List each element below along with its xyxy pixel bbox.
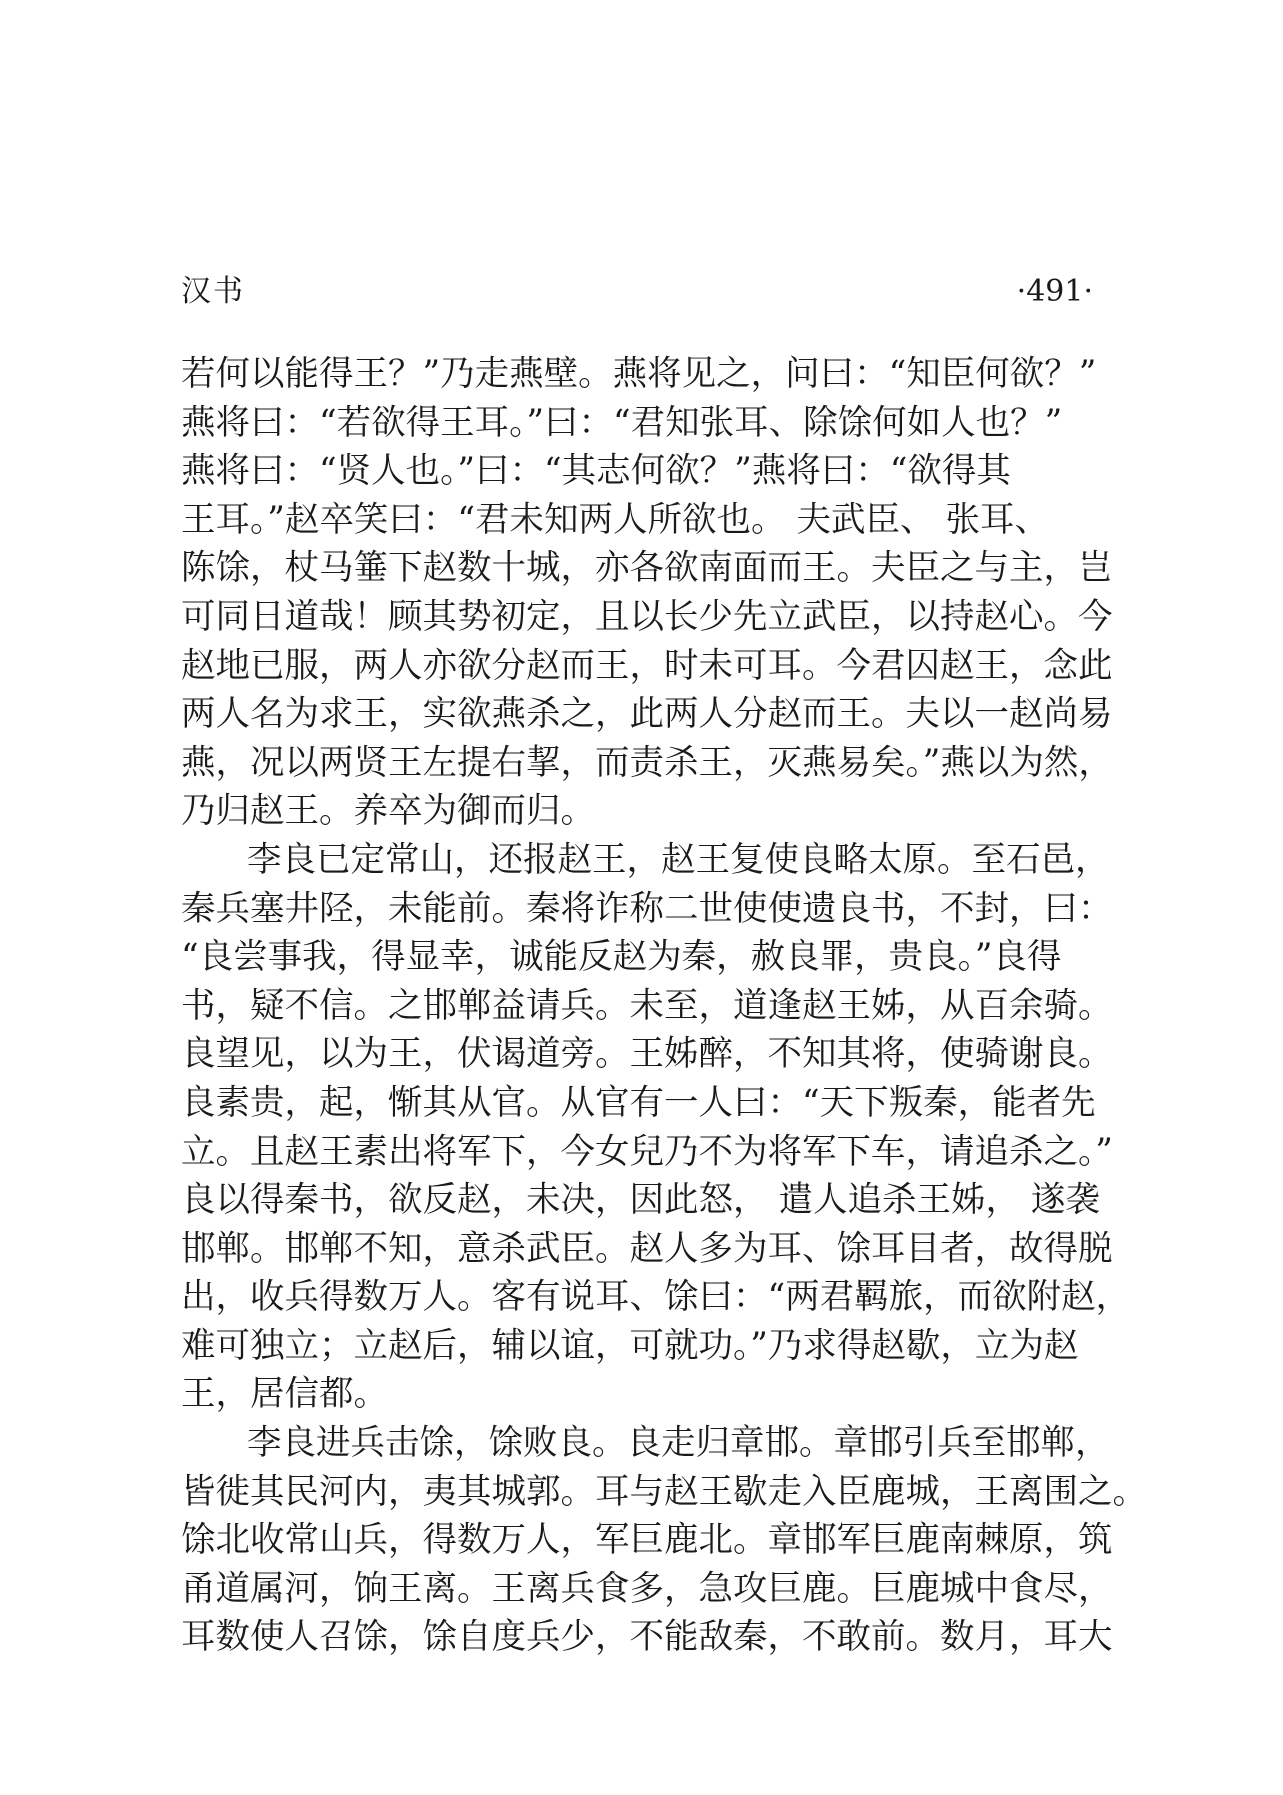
text-line: 燕将曰：“贤人也。”曰：“其志何欲？”燕将曰：“欲得其 [181,451,1011,492]
text-line: 甬道属河，饷王离。王离兵食多，急攻巨鹿。巨鹿城中食尽， [181,1568,1113,1609]
text-line: 陈馀，杖马箠下赵数十城，亦各欲南面而王。夫臣之与主，岂 [181,548,1113,589]
paragraph-start-line: 李良进兵击馀，馀败良。良走归章邯。章邯引兵至邯郸， [247,1423,1110,1464]
text-line: “良尝事我，得显幸，诚能反赵为秦，赦良罪，贵良。”良得 [181,937,1062,978]
text-line: 馀北收常山兵，得数万人，军巨鹿北。章邯军巨鹿南棘原，筑 [181,1520,1113,1561]
text-line: 王耳。”赵卒笑曰：“君未知两人所欲也。 夫武臣、 张耳、 [181,499,1049,540]
text-line: 良以得秦书，欲反赵，未决，因此怒， 遣人追杀王姊， 遂袭 [181,1180,1100,1221]
text-line: 立。且赵王素出将军下，今女兒乃不为将军下车，请追杀之。” [181,1131,1113,1172]
paragraph-start-line: 李良已定常山，还报赵王，赵王复使良略太原。至石邑， [247,839,1110,880]
book-title: 汉书 [181,274,245,309]
body-text [181,350,1147,1662]
text-line: 皆徙其民河内，夷其城郭。耳与赵王歇走入臣鹿城，王离围之。 [181,1471,1147,1512]
text-line: 乃归赵王。养卒为御而归。 [181,791,595,832]
text-line: 王，居信都。 [181,1374,388,1415]
text-line: 两人名为求王，实欲燕杀之，此两人分赵而王。夫以一赵尚易 [181,694,1113,735]
text-line: 出，收兵得数万人。客有说耳、馀曰：“两君羁旅，而欲附赵， [181,1277,1131,1318]
page-header [181,272,1093,312]
text-line: 良素贵，起，惭其从官。从官有一人曰：“天下叛秦，能者先 [181,1082,1096,1123]
text-line: 燕将曰：“若欲得王耳。”曰：“君知张耳、除馀何如人也？” [181,402,1063,443]
text-line: 良望见，以为王，伏谒道旁。王姊醉，不知其将，使骑谢良。 [181,1034,1113,1075]
text-line: 书，疑不信。之邯郸益请兵。未至，道逢赵王姊，从百余骑。 [181,985,1113,1026]
text-line: 可同日道哉！顾其势初定，且以长少先立武臣，以持赵心。今 [181,596,1113,637]
text-line: 燕，况以两贤王左提右挈，而责杀王，灭燕易矣。”燕以为然， [181,742,1113,783]
text-line: 邯郸。邯郸不知，意杀武臣。赵人多为耳、馀耳目者，故得脱 [181,1228,1113,1269]
text-line: 秦兵塞井陉，未能前。秦将诈称二世使使遗良书，不封，曰： [181,888,1113,929]
text-line: 赵地已服，两人亦欲分赵而王，时未可耳。今君囚赵王，念此 [181,645,1113,686]
page-number: ·491· [1016,274,1093,309]
text-line: 耳数使人召馀，馀自度兵少，不能敌秦，不敢前。数月，耳大 [181,1617,1113,1658]
text-line: 难可独立；立赵后，辅以谊，可就功。”乃求得赵歇，立为赵 [181,1325,1079,1366]
text-line: 若何以能得王？”乃走燕壁。燕将见之，问曰：“知臣何欲？” [181,354,1097,394]
